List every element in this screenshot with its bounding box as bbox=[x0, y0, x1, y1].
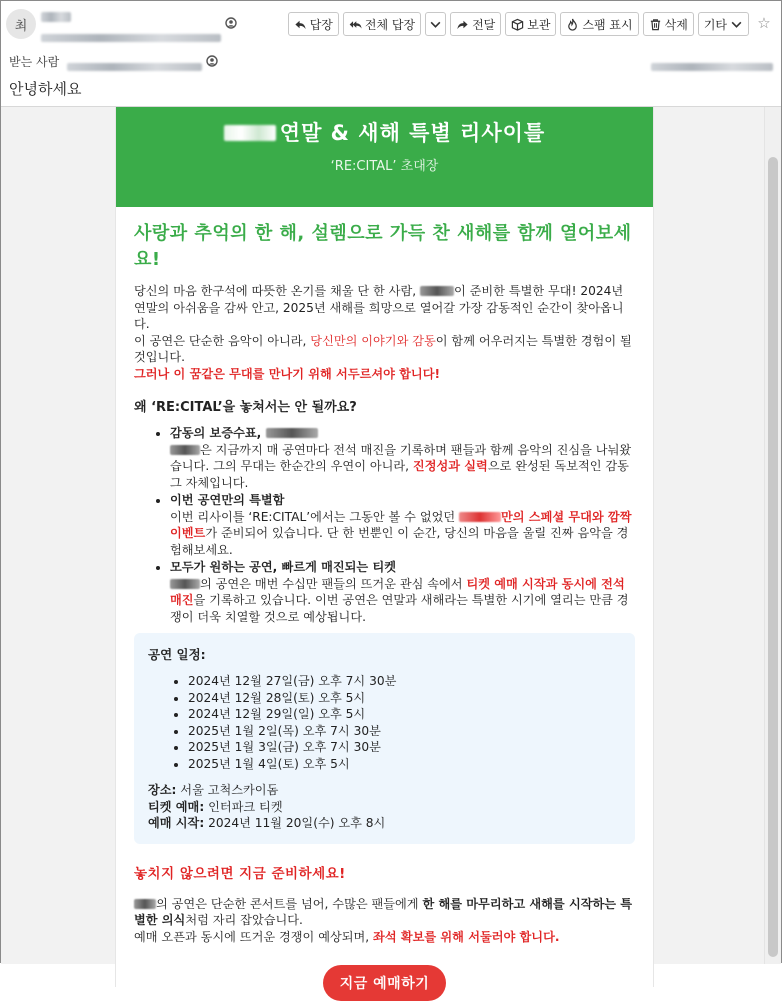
list-item: • 2024년 12월 27일(금) 오후 7시 30분 bbox=[188, 673, 621, 690]
reply-button[interactable] bbox=[288, 12, 339, 36]
star-icon[interactable]: ☆ bbox=[753, 12, 775, 34]
delete-label: 삭제 bbox=[664, 17, 688, 32]
message-subject: 안녕하세요 bbox=[9, 80, 82, 98]
list-item: • 이번 공연만의 특별함 이번 리사이틀 ‘RE:CITAL’에서는 그동안 볼 수 없었던 만의 스페셜 무대와 깜짝 이벤트가 준비되어 있습니다. 단 한 번뿐인 이 순간, 당신의 마음을 울릴 진짜 음악을 경험해보세요. bbox=[170, 492, 635, 558]
message-body-pane bbox=[1, 107, 781, 992]
email-banner bbox=[116, 107, 653, 207]
banner-subtitle: ‘RE:CITAL’ 초대장 bbox=[330, 159, 439, 174]
sender-address[interactable] bbox=[41, 27, 221, 46]
reply-all-label: 전체 답장 bbox=[364, 17, 416, 32]
cta-wrapper bbox=[134, 965, 635, 1001]
message-header bbox=[1, 1, 781, 107]
why-heading: 왜 ‘RE:CITAL’을 놓쳐서는 안 될까요? bbox=[134, 400, 357, 415]
reply-icon bbox=[294, 18, 307, 31]
presale-line: 예매 시작: 2024년 11월 20일(수) 오후 8시 bbox=[148, 816, 386, 830]
warning-heading: 놓치지 않으려면 지금 준비하세요! bbox=[134, 865, 346, 882]
email-headline: 사랑과 추억의 한 해, 설렘으로 가득 찬 새해를 함께 열어보세요! bbox=[134, 223, 632, 270]
urgency-line: 그러나 이 꿈같은 무대를 만나기 위해 서두르셔야 합니다! bbox=[134, 366, 441, 381]
list-item: • 2025년 1월 2일(목) 오후 7시 30분 bbox=[188, 723, 621, 740]
flame-icon bbox=[566, 18, 579, 31]
list-item: • 2024년 12월 29일(일) 오후 5시 bbox=[188, 706, 621, 723]
archive-label: 보관 bbox=[527, 17, 551, 32]
list-item: • 2024년 12월 28일(토) 오후 5시 bbox=[188, 690, 621, 707]
banner-title: 연말 & 새해 특별 리사이틀 bbox=[116, 107, 653, 147]
feature-list bbox=[134, 425, 635, 625]
book-now-button[interactable]: 지금 예매하기 bbox=[323, 965, 447, 1001]
forward-button[interactable] bbox=[450, 12, 501, 36]
list-item: • 2025년 1월 4일(토) 오후 5시 bbox=[188, 756, 621, 773]
delete-button[interactable] bbox=[643, 12, 694, 36]
presence-icon bbox=[225, 17, 237, 29]
email-content bbox=[116, 207, 653, 1001]
archive-button[interactable] bbox=[505, 12, 556, 36]
chevron-down-icon bbox=[730, 18, 743, 31]
reply-label: 답장 bbox=[309, 17, 333, 32]
message-toolbar bbox=[288, 12, 775, 36]
spam-button[interactable] bbox=[560, 12, 638, 36]
scrollbar[interactable] bbox=[764, 107, 781, 964]
recipient-address[interactable] bbox=[67, 56, 202, 75]
reply-all-button[interactable] bbox=[343, 12, 421, 36]
forward-icon bbox=[456, 18, 469, 31]
forward-label: 전달 bbox=[472, 17, 496, 32]
more-label: 기타 bbox=[703, 17, 727, 32]
intro-paragraph: 당신의 마음 한구석에 따뜻한 온기를 채울 단 한 사람, 이 준비한 특별한 무대! 2024년 연말의 아쉬움을 감싸 안고, 2025년 새해를 희망으로 열어갈 가장 감동적인 순간이 찾아옵니다. 이 공연은 단순한 음악이 아니라, 당신만의 이야기와 감동이 함께 어우러지는 특별한 경험이 될 것입니다. 그러나 이 꿈같은 무대를 만나기 위해 서두르셔야 합니다! bbox=[134, 284, 632, 381]
venue-line: 장소: 서울 고척스카이돔 bbox=[148, 783, 279, 797]
reply-options-dropdown[interactable] bbox=[425, 12, 446, 36]
spam-label: 스팸 표시 bbox=[582, 17, 633, 32]
list-item: • 모두가 원하는 공연, 빠르게 매진되는 티켓 의 공연은 매번 수십만 팬들의 뜨거운 관심 속에서 티켓 예매 시작과 동시에 전석 매진을 기록하고 있습니다. 이번 공연은 연말과 새해라는 특별한 시기에 열리는 만큼 경쟁이 더욱 치열할 것으로 예상됩니다. bbox=[170, 559, 635, 625]
chevron-down-icon bbox=[429, 18, 442, 31]
schedule-title: 공연 일정: bbox=[148, 647, 206, 662]
schedule-dates bbox=[148, 673, 621, 772]
artist-name-redacted bbox=[224, 125, 276, 141]
sender-avatar[interactable]: 최 bbox=[6, 9, 36, 39]
schedule-box bbox=[134, 633, 635, 844]
sender-name[interactable] bbox=[41, 9, 71, 24]
message-date bbox=[651, 56, 773, 75]
reply-all-icon bbox=[349, 18, 362, 31]
email-card bbox=[115, 107, 654, 992]
more-button[interactable] bbox=[698, 12, 749, 36]
ticket-line: 티켓 예매: 인터파크 티켓 bbox=[148, 799, 283, 814]
archive-icon bbox=[511, 18, 524, 31]
trash-icon bbox=[649, 18, 662, 31]
presence-icon bbox=[206, 55, 218, 67]
recipient-label: 받는 사람 bbox=[9, 55, 60, 69]
list-item: • 감동의 보증수표, 은 지금까지 매 공연마다 전석 매진을 기록하며 팬들과 함께 음악의 진심을 나눠왔습니다. 그의 무대는 한순간의 우연이 아니라, 진정성과 실력으로 완성된 독보적인 감동 그 자체입니다. bbox=[170, 425, 635, 491]
scrollbar-thumb[interactable] bbox=[768, 157, 778, 957]
list-item: • 2025년 1월 3일(금) 오후 7시 30분 bbox=[188, 739, 621, 756]
closing-paragraph: 의 공연은 단순한 콘서트를 넘어, 수많은 팬들에게 한 해를 마무리하고 새해를 시작하는 특별한 의식처럼 자리 잡았습니다. 예매 오픈과 동시에 뜨거운 경쟁이 예상되며, 좌석 확보를 위해 서둘러야 합니다. bbox=[134, 896, 633, 944]
